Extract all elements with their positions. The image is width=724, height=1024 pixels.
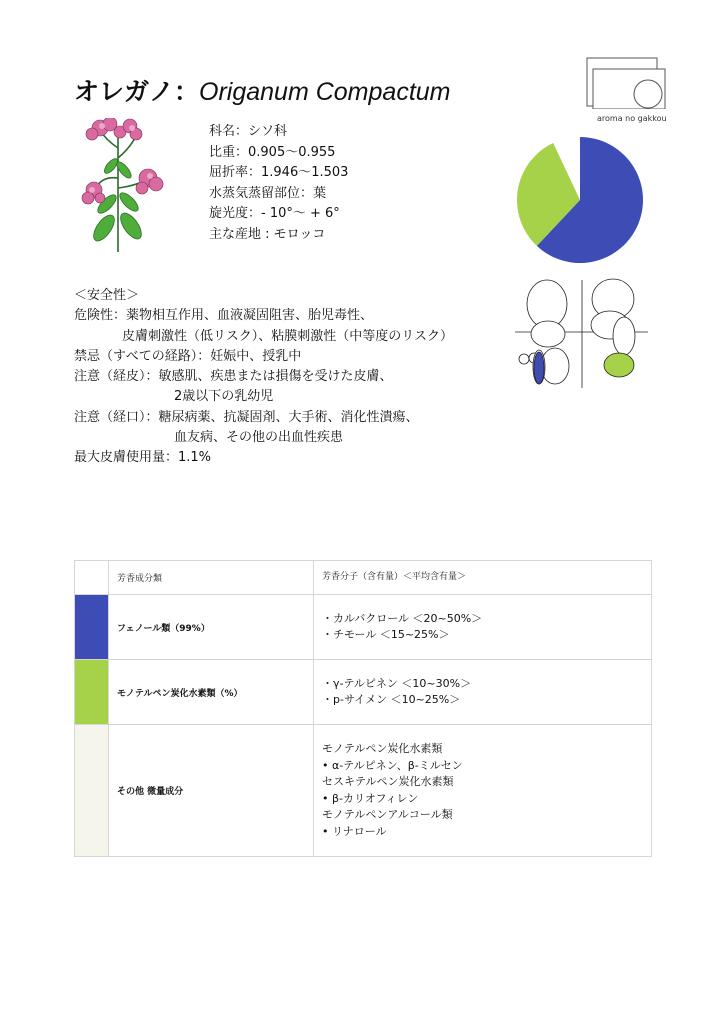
molecule-item: ・チモール ＜15~25%＞ (322, 628, 450, 641)
molecule-item: ・p-サイメン ＜10~25%＞ (322, 693, 461, 706)
table-header-row (75, 561, 652, 595)
diagram-bubble-phenol (534, 352, 544, 384)
molecule-group-label: モノテルペン炭化水素類 (322, 742, 443, 755)
molecule-group-label: モノテルペンアルコール類 (322, 808, 453, 821)
page-title (74, 72, 451, 108)
row-molecules (314, 660, 652, 725)
title-japanese: オレガノ： (74, 77, 200, 106)
safety-caution-skin: 注意（経皮）：敏感肌、疾患または損傷を受けた皮膚、 (74, 369, 393, 385)
diagram-bubble (613, 317, 635, 355)
logo (585, 57, 667, 123)
composition-pie-chart (514, 134, 646, 266)
table-row (75, 595, 652, 660)
color-swatch-other (75, 725, 109, 857)
table-header-swatch (75, 561, 109, 595)
table-row (75, 725, 652, 857)
safety-danger: 危険性：薬物相互作用、血液凝固阻害、胎児毒性、 (74, 308, 374, 324)
safety-section (74, 286, 453, 469)
property-family: 科名：シソ科 (209, 124, 288, 139)
table-header-molecules: 芳香分子（含有量）＜平均含有量＞ (314, 561, 652, 595)
title-latin: Origanum Compactum (199, 78, 451, 106)
molecule-item: • リナロール (322, 824, 387, 838)
property-specific-gravity: 比重：0.905〜0.955 (209, 144, 336, 160)
safety-heading: ＜安全性＞ (74, 288, 140, 303)
safety-danger-continued: 皮膚刺激性（低リスク）、粘膜刺激性（中等度のリスク） (122, 328, 453, 344)
molecule-item: ・カルバクロール ＜20~50%＞ (322, 611, 483, 625)
table-header-class: 芳香成分類 (109, 561, 314, 595)
safety-max-skin-use: 最大皮膚使用量：1.1% (74, 450, 212, 466)
diagram-bubble (519, 354, 529, 364)
color-swatch-monoterpene (75, 660, 109, 725)
molecule-group-label: セスキテルペン炭化水素類 (322, 775, 454, 788)
row-molecules (314, 725, 652, 857)
safety-contraindication: 禁忌（すべての経路）：妊娠中、授乳中 (74, 348, 302, 364)
diagram-bubble (531, 321, 565, 347)
safety-caution-oral: 注意（経口）：糖尿病薬、抗凝固剤、大手術、消化性潰瘍、 (74, 409, 419, 425)
property-refractive-index: 屈折率：1.946〜1.503 (209, 165, 349, 180)
property-origin: 主な産地 : モロッコ (209, 226, 326, 242)
logo-text: aroma no gakkou (597, 114, 667, 123)
table-row (75, 660, 652, 725)
diagram-bubble-monoterpene (604, 353, 634, 377)
molecule-item: • α-テルピネン、β-ミルセン (322, 758, 463, 772)
property-optical-rotation: 旋光度：- 10°〜 + 6° (209, 206, 340, 221)
safety-caution-skin-continued: 2歳以下の乳幼児 (174, 389, 274, 405)
property-distilled-part: 水蒸気蒸留部位：葉 (209, 185, 327, 201)
aroma-bubble-diagram (513, 278, 650, 390)
composition-table (74, 560, 652, 857)
safety-caution-oral-continued: 血友病、その他の出血性疾患 (174, 430, 344, 446)
oregano-plant-illustration (74, 118, 172, 254)
properties-list (209, 122, 348, 245)
molecule-item: ・γ-テルピネン ＜10~30%＞ (322, 676, 472, 690)
row-molecules (314, 595, 652, 660)
row-class-name: フェノール類（99%） (109, 595, 314, 660)
molecule-item: • β-カリオフィレン (322, 791, 419, 805)
row-class-name: その他 微量成分 (109, 725, 314, 857)
color-swatch-phenol (75, 595, 109, 660)
row-class-name: モノテルペン炭化水素類（%） (109, 660, 314, 725)
logo-mark-icon (585, 57, 667, 109)
